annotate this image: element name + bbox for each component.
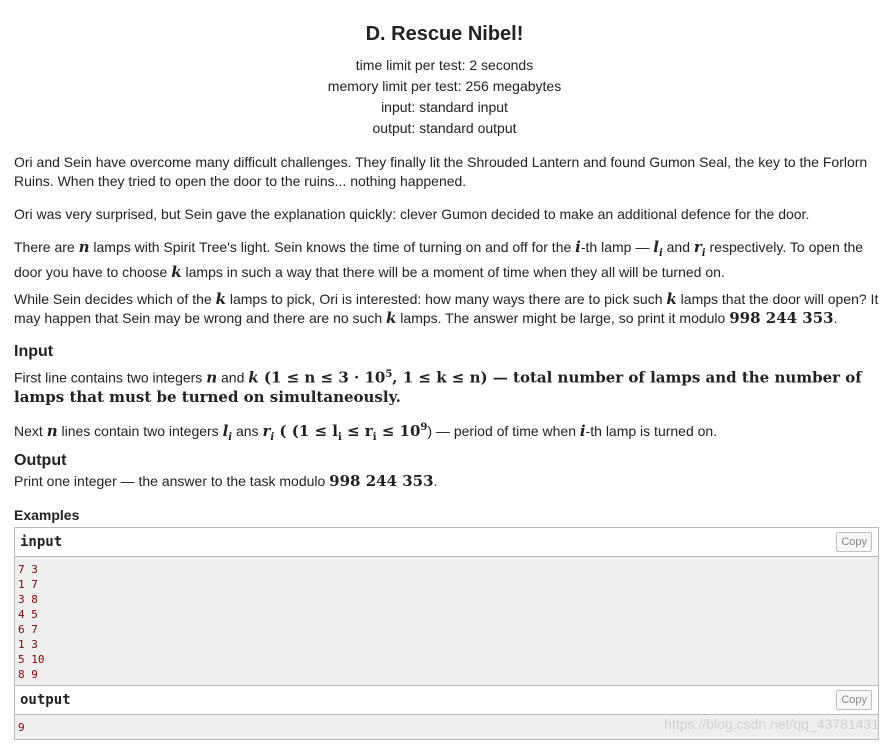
example-line: 6 7 xyxy=(18,623,38,636)
output-paragraph-1: Print one integer — the answer to the task modulo 998 244 353. xyxy=(14,472,438,490)
example-line: 1 7 xyxy=(18,578,38,591)
time-limit: time limit per test: 2 seconds xyxy=(355,57,534,73)
statement-paragraph-3: There are n lamps with Spirit Tree's light. Sein knows the time of turning on and off for the i-th lamp — $l_i$ and $r_i$ respectively. To open the door you have to choose k lamps in such a way that there will be a moment of time when they all will be turned on. xyxy=(14,238,864,281)
example-line: 8 9 xyxy=(18,668,38,681)
examples-heading: Examples xyxy=(14,507,80,523)
output-target: output: standard output xyxy=(372,120,517,136)
example-line: 7 3 xyxy=(18,563,38,576)
example-line: 9 xyxy=(18,721,25,734)
statement-paragraph-1: Ori and Sein have overcome many difficult challenges. They finally lit the Shrouded Lantern and found Gumon Seal, the key to the Forlorn Ruins. When they tried to open the door to the ruins... nothing happened. xyxy=(14,154,868,189)
input-paragraph-2: Next n lines contain two integers $l_i$ ans $r_i$ ( $(1 \le l_i \le r_i \le 10^9)$ — period of time when i-th lamp is turned on. xyxy=(14,422,718,443)
example-line: 4 5 xyxy=(18,608,38,621)
watermark: https://blog.csdn.net/qq_43781431 xyxy=(664,716,879,732)
example-input-box xyxy=(14,527,879,687)
example-output-label: output xyxy=(20,692,71,708)
example-line: 5 10 xyxy=(18,653,45,666)
copy-output-button[interactable]: Copy xyxy=(836,690,872,710)
input-source: input: standard input xyxy=(381,99,508,115)
example-line: 1 3 xyxy=(18,638,38,651)
example-input-content xyxy=(15,557,878,686)
example-input-header xyxy=(15,528,878,557)
statement-paragraph-4: While Sein decides which of the k lamps to pick, Ori is interested: how many ways there are to pick such k lamps that the door will open? It may happen that Sein may be wrong and there are no such k lamps. The answer might be large, so print it modulo 998 244 353. xyxy=(14,290,879,327)
input-heading: Input xyxy=(14,343,54,360)
example-output-header xyxy=(15,686,878,715)
copy-input-button[interactable]: Copy xyxy=(836,532,872,552)
memory-limit: memory limit per test: 256 megabytes xyxy=(327,78,562,94)
output-heading: Output xyxy=(14,452,67,469)
example-input-label: input xyxy=(20,534,63,550)
example-line: 3 8 xyxy=(18,593,38,606)
input-paragraph-1: First line contains two integers n and k ($1 \le n \le 3 \cdot 10^5$, 1 ≤ k ≤ n) — total number of lamps and the number of lamps that must be turned on simultaneously. xyxy=(14,368,862,406)
statement-paragraph-2: Ori was very surprised, but Sein gave the explanation quickly: clever Gumon decided to make an additional defence for the door. xyxy=(14,206,810,222)
problem-title: D. Rescue Nibel! xyxy=(365,23,524,45)
